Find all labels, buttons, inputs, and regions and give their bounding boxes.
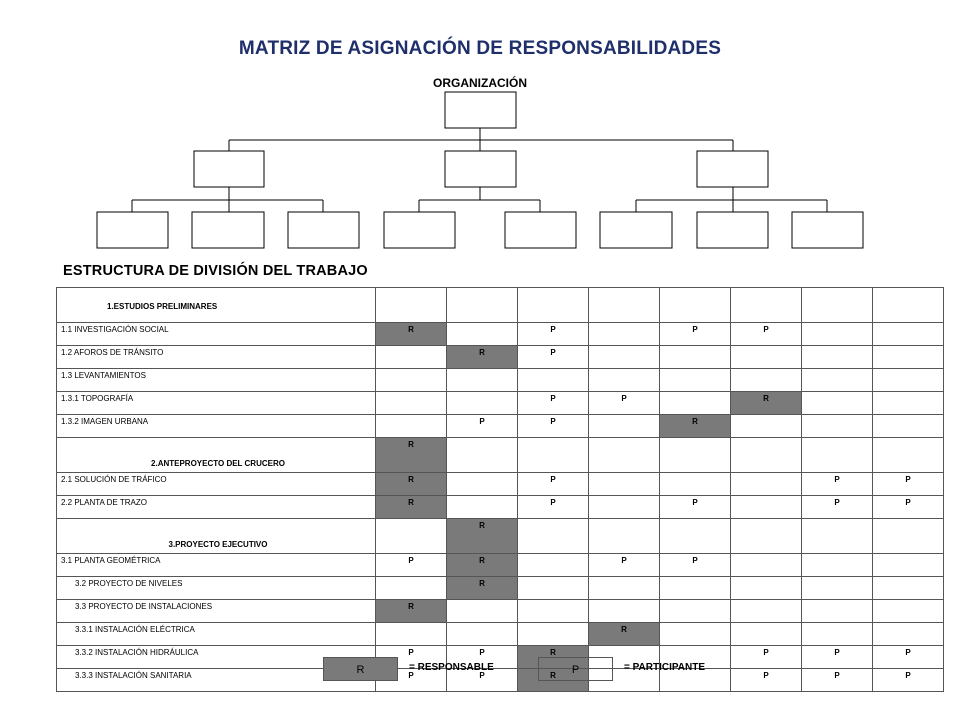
empty-cell [660,473,731,496]
task-label: 2.1 SOLUCIÓN DE TRÁFICO [57,473,376,496]
empty-cell [447,496,518,519]
wbs-title: ESTRUCTURA DE DIVISIÓN DEL TRABAJO [63,263,368,279]
participant-cell: P [376,646,447,669]
empty-cell [660,600,731,623]
org-box-bottom-1 [97,212,168,248]
empty-cell [731,577,802,600]
empty-cell [589,519,660,554]
empty-cell [518,600,589,623]
empty-cell [731,600,802,623]
matrix-row [57,577,944,600]
participant-cell: P [802,646,873,669]
participant-cell: P [376,554,447,577]
participant-cell: P [660,323,731,346]
matrix-row [57,369,944,392]
empty-cell [447,323,518,346]
empty-cell [660,519,731,554]
empty-cell [731,473,802,496]
empty-cell [873,554,944,577]
participant-cell: P [802,473,873,496]
participant-cell: P [660,496,731,519]
empty-cell [589,600,660,623]
participant-cell: P [660,554,731,577]
participant-cell: P [873,473,944,496]
participant-cell: P [518,392,589,415]
empty-cell [376,415,447,438]
participant-cell: P [731,669,802,692]
responsible-cell: R [376,600,447,623]
empty-cell [873,600,944,623]
empty-cell [376,392,447,415]
legend-participant-swatch: P [538,657,613,681]
empty-cell [731,623,802,646]
participant-cell: P [873,646,944,669]
empty-cell [447,438,518,473]
task-label: 1.3.2 IMAGEN URBANA [57,415,376,438]
participant-cell: P [518,473,589,496]
empty-cell [802,346,873,369]
empty-cell [518,554,589,577]
task-label: 3.3.2 INSTALACIÓN HIDRÁULICA [57,646,376,669]
task-label: 2.2 PLANTA DE TRAZO [57,496,376,519]
empty-cell [589,323,660,346]
responsible-cell: R [376,323,447,346]
empty-cell [589,496,660,519]
participant-cell: P [873,496,944,519]
responsible-cell: R [376,496,447,519]
empty-cell [589,473,660,496]
empty-cell [873,519,944,554]
empty-cell [873,346,944,369]
participant-cell: P [731,323,802,346]
empty-cell [518,369,589,392]
empty-cell [731,415,802,438]
empty-cell [802,600,873,623]
task-label: 3.2 PROYECTO DE NIVELES [57,577,376,600]
empty-cell [518,288,589,323]
org-box-bottom-4 [384,212,455,248]
empty-cell [589,346,660,369]
empty-cell [589,415,660,438]
participant-cell: P [589,554,660,577]
empty-cell [802,288,873,323]
participant-cell: P [447,646,518,669]
matrix-row [57,288,944,323]
task-label: 3.3.3 INSTALACIÓN SANITARIA [57,669,376,692]
participant-cell: P [731,646,802,669]
empty-cell [589,577,660,600]
task-label: 1.3 LEVANTAMIENTOS [57,369,376,392]
empty-cell [873,369,944,392]
task-label: 1.1 INVESTIGACIÓN SOCIAL [57,323,376,346]
empty-cell [731,438,802,473]
org-chart [0,0,960,260]
matrix-row [57,415,944,438]
empty-cell [731,346,802,369]
empty-cell [802,577,873,600]
responsible-cell: R [447,554,518,577]
responsible-cell: R [376,473,447,496]
responsible-cell: R [518,669,589,692]
participant-cell: P [518,496,589,519]
empty-cell [873,415,944,438]
empty-cell [660,288,731,323]
org-chart-label: ORGANIZACIÓN [433,76,527,90]
matrix-row [57,496,944,519]
empty-cell [376,369,447,392]
empty-cell [731,554,802,577]
page-title: MATRIZ DE ASIGNACIÓN DE RESPONSABILIDADES [238,38,722,59]
empty-cell [447,600,518,623]
responsible-cell: R [447,346,518,369]
empty-cell [873,323,944,346]
empty-cell [376,623,447,646]
empty-cell [802,519,873,554]
empty-cell [447,369,518,392]
org-box-bottom-5 [505,212,576,248]
participant-cell: P [447,669,518,692]
participant-cell: P [447,415,518,438]
empty-cell [873,392,944,415]
responsible-cell: R [660,415,731,438]
task-label: 1.3.1 TOPOGRAFÍA [57,392,376,415]
participant-cell: P [589,392,660,415]
responsibility-matrix [56,287,944,692]
empty-cell [660,438,731,473]
empty-cell [802,554,873,577]
matrix-row [57,323,944,346]
responsible-cell: R [731,392,802,415]
task-label: 1.ESTUDIOS PRELIMINARES [57,288,376,323]
empty-cell [589,288,660,323]
participant-cell: P [518,415,589,438]
matrix-row [57,346,944,369]
empty-cell [660,369,731,392]
empty-cell [376,577,447,600]
task-label: 3.PROYECTO EJECUTIVO [57,519,376,554]
org-box-top [445,92,516,128]
task-label: 2.ANTEPROYECTO DEL CRUCERO [57,438,376,473]
empty-cell [518,577,589,600]
empty-cell [447,288,518,323]
empty-cell [731,519,802,554]
org-box-mid-3 [697,151,768,187]
legend-responsible-swatch: R [323,657,398,681]
matrix-row [57,669,944,692]
task-label: 1.2 AFOROS DE TRÁNSITO [57,346,376,369]
org-box-mid-2 [445,151,516,187]
participant-cell: P [518,323,589,346]
empty-cell [731,369,802,392]
empty-cell [376,519,447,554]
matrix-row [57,600,944,623]
empty-cell [660,623,731,646]
empty-cell [802,438,873,473]
org-box-bottom-2 [192,212,264,248]
empty-cell [731,288,802,323]
empty-cell [376,346,447,369]
participant-cell: P [873,669,944,692]
participant-cell: P [802,496,873,519]
participant-cell: P [518,346,589,369]
legend-participant-text: = PARTICIPANTE [624,662,706,673]
responsible-cell: R [447,519,518,554]
matrix-row [57,392,944,415]
empty-cell [447,623,518,646]
empty-cell [802,323,873,346]
empty-cell [518,623,589,646]
participant-cell: P [802,669,873,692]
empty-cell [873,623,944,646]
matrix-row [57,554,944,577]
matrix-row [57,473,944,496]
org-box-bottom-8 [792,212,863,248]
legend-responsible-text: = RESPONSABLE [409,662,494,673]
task-label: 3.1 PLANTA GEOMÉTRICA [57,554,376,577]
empty-cell [802,623,873,646]
empty-cell [376,288,447,323]
empty-cell [873,577,944,600]
matrix-row [57,438,944,473]
empty-cell [660,392,731,415]
empty-cell [518,519,589,554]
empty-cell [802,392,873,415]
matrix-row [57,623,944,646]
empty-cell [447,392,518,415]
empty-cell [802,369,873,392]
matrix-row [57,519,944,554]
empty-cell [873,438,944,473]
responsible-cell: R [376,438,447,473]
matrix-row [57,646,944,669]
empty-cell [589,369,660,392]
empty-cell [873,288,944,323]
task-label: 3.3 PROYECTO DE INSTALACIONES [57,600,376,623]
responsible-cell: R [589,623,660,646]
empty-cell [802,415,873,438]
task-label: 3.3.1 INSTALACIÓN ELÉCTRICA [57,623,376,646]
empty-cell [660,577,731,600]
responsible-cell: R [518,646,589,669]
responsible-cell: R [447,577,518,600]
participant-cell: P [376,669,447,692]
org-box-mid-1 [194,151,264,187]
empty-cell [660,346,731,369]
org-box-bottom-6 [600,212,672,248]
empty-cell [589,438,660,473]
org-box-bottom-3 [288,212,359,248]
empty-cell [447,473,518,496]
empty-cell [518,438,589,473]
org-box-bottom-7 [697,212,768,248]
empty-cell [731,496,802,519]
